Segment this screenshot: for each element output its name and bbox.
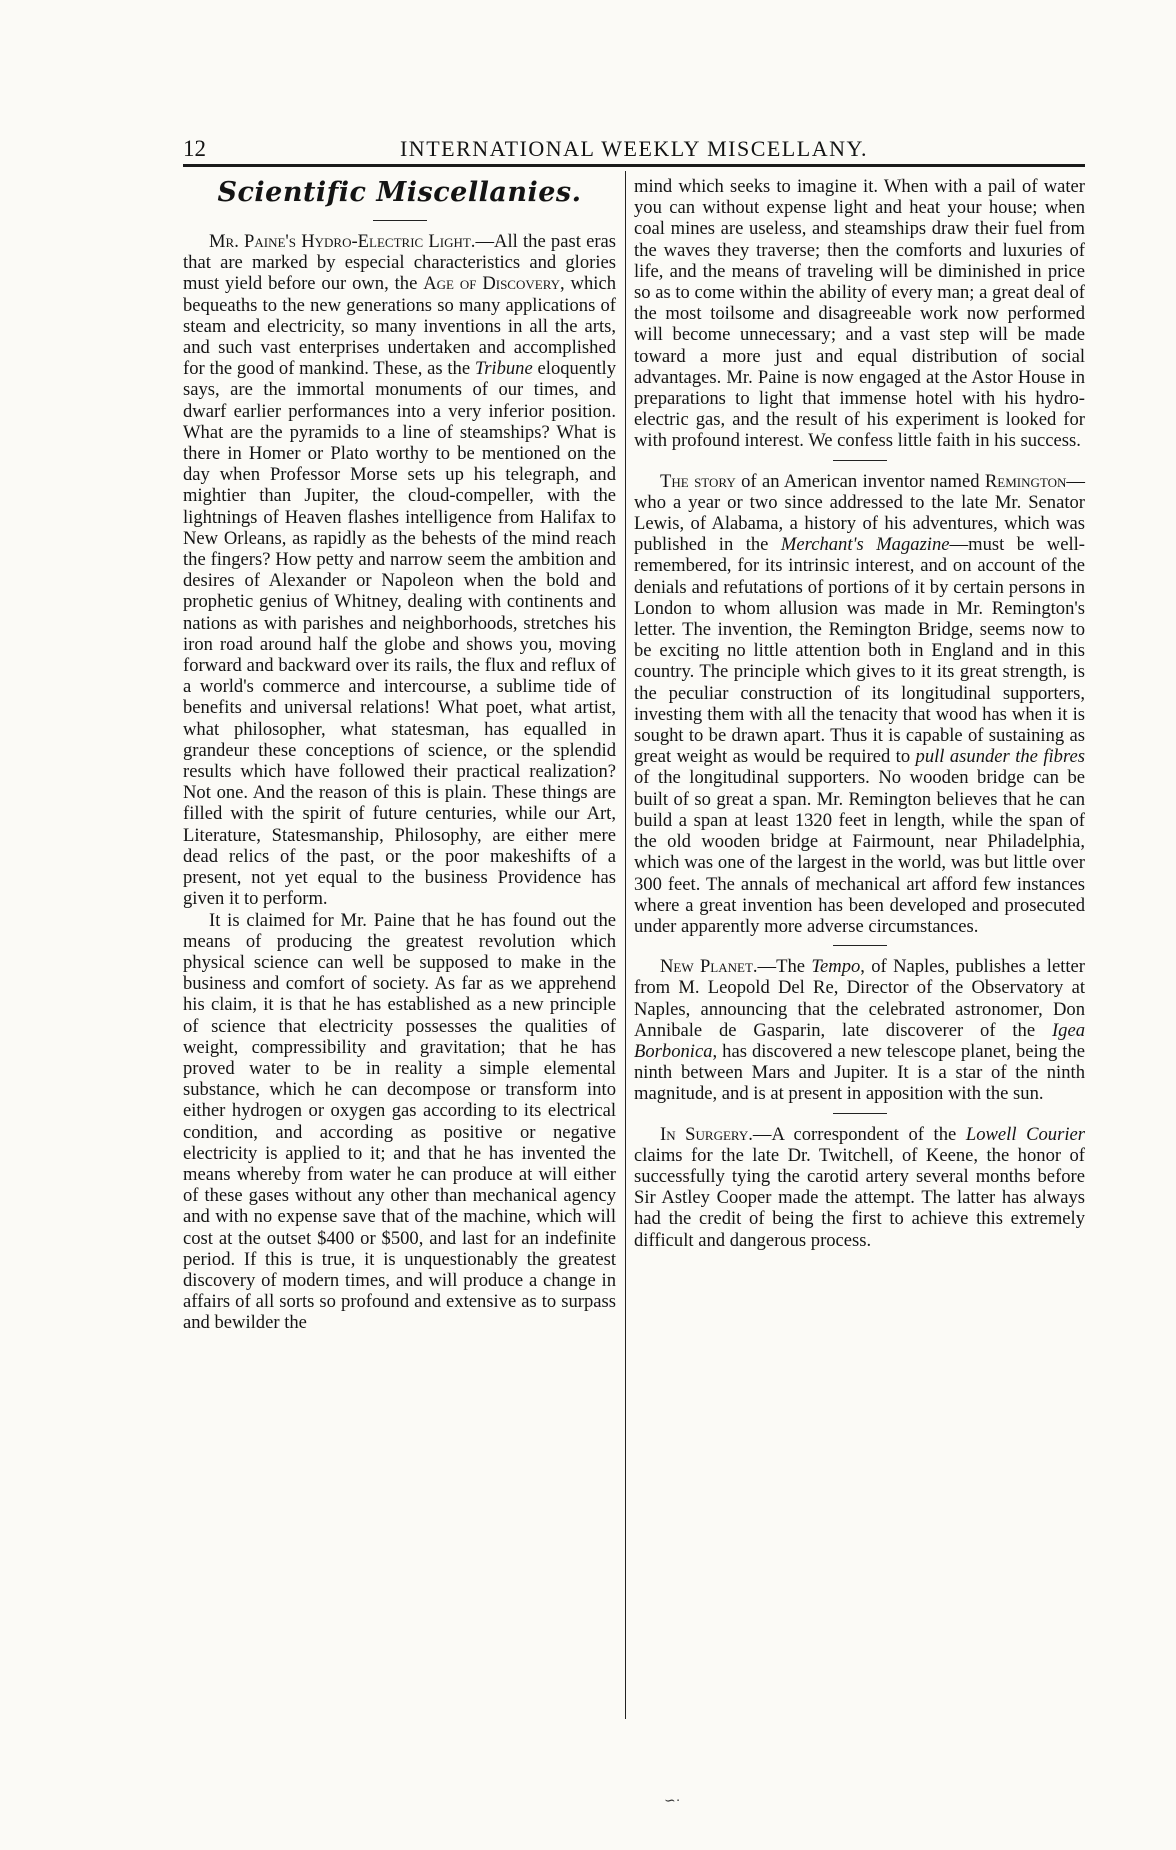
end-ornament: ∽· bbox=[664, 1794, 681, 1809]
header-rule bbox=[183, 164, 1085, 167]
article-paine-paragraph-2: It is claimed for Mr. Paine that he has found out the means of producing the greatest revolution which physical science can well be supposed to make in the business and comfort of society. As far as we apprehend his claim, it is that he has established as a new principle of science that electricity possesses the qualities of weight, compressibility and gravitation; that he has proved water to be in reality a simple elemental substance, which he can decompose or transform into either hydrogen or oxygen gas according to its electrical condition, and according as positive or negative electricity is applied to it; and that he has invented the means whereby from water he can produce at will either of these gases without any other than mechanical agency and with no expense save that of the machine, which will cost at the outset $400 or $500, and last for an indefinite period. If this is true, it is unquestionably the greatest discovery of modern times, and will produce a change in affairs of all sorts so profound and extensive as to surpass and bewilder the bbox=[183, 909, 616, 1334]
title-divider bbox=[373, 220, 427, 221]
page-number: 12 bbox=[183, 136, 206, 161]
article-new-planet: New Planet.—The Tempo, of Naples, publishes a letter from M. Leopold Del Re, Director of the Observatory at Naples, announcing that the celebrated astronomer, Don Annibale de Gasparin, late discoverer of the Igea Borbonica, has discovered a new telescope planet, being the ninth between Mars and Jupiter. It is a star of the ninth magnitude, and is at present in apposition with the sun. bbox=[634, 956, 1085, 1105]
article-lead: New Planet. bbox=[660, 956, 758, 978]
article-paine-continued: mind which seeks to imagine it. When with a pail of water you can without expense light and heat your house; when coal mines are useless, and steamships draw their fuel from the waves they traverse; then the comforts and luxuries of life, and the means of traveling will be diminished in price so as to come within the ability of every man; a great deal of the most toilsome and disagreeable work now performed will become unnecessary; and a vast step will be made toward a more just and equal distribution of social advantages. Mr. Paine is now engaged at the Astor House in preparations to light that immense hotel with his hydro-electric gas, and the result of his experiment is looked for with profound interest. We confess little faith in his success. bbox=[634, 176, 1085, 452]
article-divider bbox=[833, 460, 887, 461]
article-paine-paragraph-1: Mr. Paine's Hydro-Electric Light.—All the past eras that are marked by especial characteristics and glories must yield before our own, the Age of Discovery, which bequeaths to the new generations so many applications of steam and electricity, so many inventions in all the arts, and such vast enterprises undertaken and accomplished for the good of mankind. These, as the Tribune eloquently says, are the immortal monuments of our times, and dwarf earlier performances into a very inferior position. What are the pyramids to a line of steamships? What is there in Homer or Plato worthy to be mentioned on the day when Professor Morse sets up his telegraph, and mightier than Jupiter, the cloud-compeller, with the lightnings of Heaven flashes intelligence from Halifax to New Orleans, as rapidly as the behests of the mind reach the fingers? How petty and narrow seem the ambition and desires of Alexander or Napoleon when the bold and prophetic genius of Whitney, dealing with continents and nations as with parishes and neighborhoods, stretches his iron road around half the globe and shows you, moving forward and backward over its rails, the flux and reflux of a world's commerce and intercourse, a sublime tide of benefits and universal relations! What poet, what artist, what philosopher, what statesman, has equalled in grandeur these conceptions of science, or the splendid results which have followed their practical realization? Not one. And the reason of this is plain. These things are filled with the spirit of future centuries, while our Art, Literature, Statesmanship, Philosophy, are either mere dead relics of the past, or the poor makeshifts of a present, not yet equal to the business Providence has given it to perform. bbox=[183, 231, 617, 910]
article-divider bbox=[833, 1113, 887, 1114]
article-lead: Mr. Paine's Hydro-Electric Light. bbox=[209, 231, 476, 252]
column-divider bbox=[625, 171, 626, 1719]
left-column bbox=[183, 176, 616, 1334]
running-title: INTERNATIONAL WEEKLY MISCELLANY. bbox=[399, 136, 869, 161]
article-lead: In Surgery. bbox=[660, 1123, 753, 1145]
article-lead: The story bbox=[660, 470, 736, 492]
article-surgery: In Surgery.—A correspondent of the Lowell Courier claims for the late Dr. Twitchell, of Keene, the honor of successfully tying the carotid artery several months before Sir Astley Cooper made the attempt. The latter has always had the credit of being the first to achieve this extremely difficult and dangerous process. bbox=[634, 1123, 1085, 1251]
article-remington: The story of an American inventor named Remington—who a year or two since addressed to the late Mr. Senator Lewis, of Alabama, a history of his adventures, which was published in the Merchant's Magazine—must be well-remembered, for its intrinsic interest, and on account of the denials and refutations of portions of it by certain persons in London to whom allusion was made in Mr. Remington's letter. The invention, the Remington Bridge, seems now to be exciting no little attention both in England and in this country. The principle which gives to it its great strength, is the peculiar construction of its longitudinal supporters, investing them with all the tenacity that wood has when it is sought to be drawn apart. Thus it is capable of sustaining as great weight as would be required to pull asunder the fibres of the longitudinal supporters. No wooden bridge can be built of so great a span. Mr. Remington believes that he can build a span at least 1320 feet in length, while the span of the old wooden bridge at Fairmount, near Philadelphia, which was one of the largest in the world, was but little over 300 feet. The annals of mechanical art afford few instances where a great invention has been developed and prosecuted under apparently more adverse circumstances. bbox=[634, 470, 1085, 937]
section-title: Scientific Miscellanies. bbox=[217, 177, 582, 208]
article-divider bbox=[833, 945, 887, 946]
right-column bbox=[634, 176, 1085, 1251]
page-header bbox=[183, 132, 1085, 168]
